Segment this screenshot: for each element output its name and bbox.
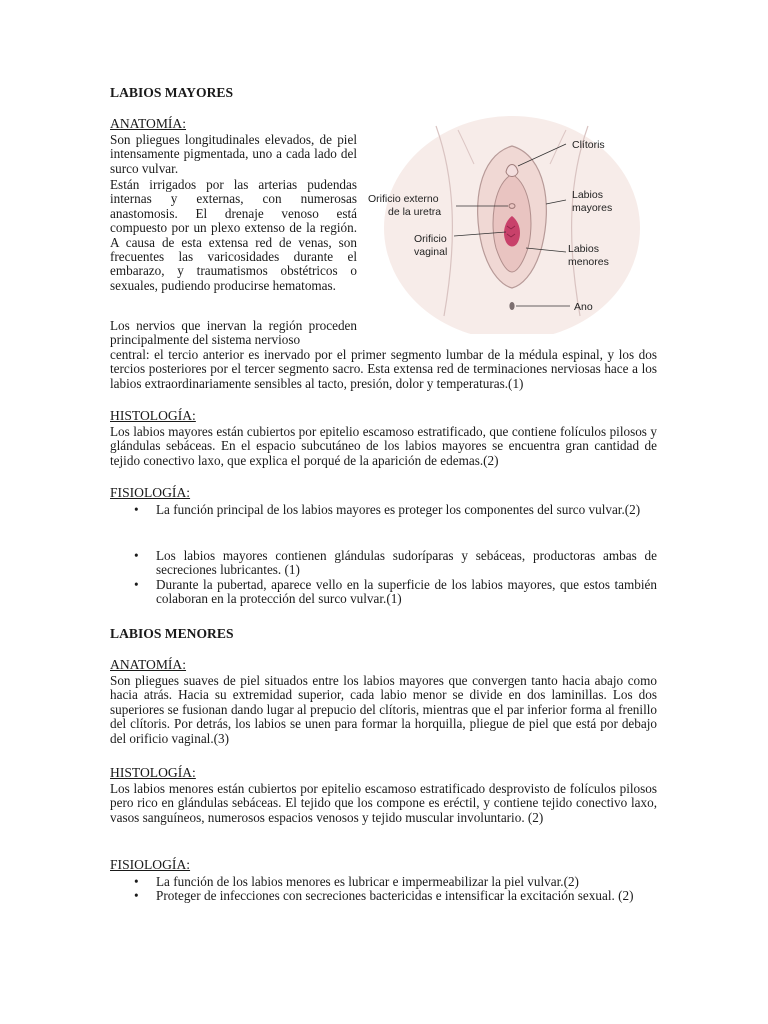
label-labios-menores-line2: menores: [568, 256, 609, 268]
paragraph-anatomia-mayores-1: Son pliegues longitudinales elevados, de piel intensamente pigmentada, uno a cada lado del surco vulvar.: [110, 132, 357, 176]
bullet-dot: •: [134, 888, 139, 904]
label-labios-mayores-line1: Labios: [572, 189, 603, 201]
list-item-text: Los labios mayores contienen glándulas sudoríparas y sebáceas, productoras ambas de secreciones lubricantes. (1): [156, 548, 657, 578]
list-item-text: Proteger de infecciones con secreciones bactericidas e intensificar la excitación sexual. (2): [156, 888, 634, 904]
heading-labios-mayores: LABIOS MAYORES: [110, 85, 234, 100]
list-item: [110, 875, 657, 889]
bullet-dot: •: [134, 502, 139, 517]
bullet-dot: •: [134, 576, 139, 592]
list-item: [110, 578, 657, 607]
list-fisiologia-mayores-2: [110, 549, 657, 607]
list-item: [110, 549, 657, 578]
paragraph-histologia-menores: Los labios menores están cubiertos por epitelio escamoso estratificado desprovisto de folículos pilosos pero rico en glándulas sebáceas. El tejido que los compone es eréctil, y contiene tejido conectivo laxo, vasos sanguíneos, numerosos espacios venosos y tejido muscular involuntario. (2): [110, 781, 657, 825]
paragraph-anatomia-menores: Son pliegues suaves de piel situados entre los labios mayores que convergen tanto hacia abajo como hacia atrás. Hacia su extremidad superior, cada labio menor se divide en dos laminillas. Los dos superiores se fusionan dando lugar al prepucio del clítoris, mientras que el par inferior forma al frenillo del clítoris. Por detrás, los labios se unen para formar la horquilla, pliegue de piel que está por debajo del orificio vaginal.(3): [110, 673, 657, 746]
bullet-dot: •: [134, 874, 139, 889]
list-item-text: Durante la pubertad, aparece vello en la superficie de los labios mayores, que estos también colaboran en la protección del surco vulvar.(1): [156, 576, 657, 607]
diagram-svg: [366, 116, 658, 334]
label-orificio-uretra-line2: de la uretra: [388, 206, 442, 218]
list-item: [110, 889, 657, 903]
subheading-histologia-mayores: HISTOLOGÍA:: [110, 408, 196, 423]
list-fisiologia-mayores: [110, 503, 657, 517]
bullet-dot: •: [134, 548, 139, 563]
label-orificio-vaginal-line1: Orificio: [414, 233, 447, 245]
heading-labios-menores: LABIOS MENORES: [110, 626, 234, 641]
label-clitoris: Clítoris: [572, 139, 605, 151]
clitoris-shape: [506, 165, 518, 177]
subheading-fisiologia-mayores: FISIOLOGÍA:: [110, 485, 191, 500]
paragraph-anatomia-mayores-3b: central: el tercio anterior es inervado por el primer segmento lumbar de la médula espinal, y los dos tercios posteriores por el tercer segmento sacro. Esta extensa red de terminaciones nerviosas hace a los labios extraordinariamente sensibles al tacto, presión, dolor y temperaturas.(1): [110, 347, 657, 391]
label-labios-mayores-line2: mayores: [572, 202, 613, 214]
subheading-fisiologia-menores: FISIOLOGÍA:: [110, 857, 191, 872]
list-item-text: La función de los labios menores es lubricar e impermeabilizar la piel vulvar.(2): [156, 874, 579, 889]
label-orificio-uretra-line1: Orificio externo: [368, 193, 439, 205]
subheading-anatomia-mayores: ANATOMÍA:: [110, 116, 187, 131]
list-item-text: La función principal de los labios mayores es proteger los componentes del surco vulvar.(2): [156, 502, 641, 517]
paragraph-histologia-mayores: Los labios mayores están cubiertos por epitelio escamoso estratificado, que contiene folículos pilosos y glándulas sebáceas. En el espacio subcutáneo de los labios mayores se encuentra gran cantidad de tejido conectivo laxo, que explica el porqué de la aparición de edemas.(2): [110, 424, 657, 468]
paragraph-anatomia-mayores-2: Están irrigados por las arterias pudendas internas y externas, con numerosas anastomosis. El drenaje venoso está compuesto por un plexo extenso de la región. A causa de esta extensa red de venas, son frecuentes las varicosidades durante el embarazo, y traumatismos obstétricos o sexuales, pudiendo producirse hematomas.: [110, 177, 357, 293]
ano-shape: [509, 302, 514, 310]
subheading-histologia-menores: HISTOLOGÍA:: [110, 765, 196, 780]
list-fisiologia-menores: [110, 875, 657, 904]
list-item: [110, 503, 657, 517]
vulva-anatomy-diagram: [366, 116, 658, 334]
subheading-anatomia-menores: ANATOMÍA:: [110, 657, 187, 672]
label-orificio-vaginal-line2: vaginal: [414, 246, 448, 258]
paragraph-anatomia-mayores-3a: Los nervios que inervan la región proceden principalmente del sistema nervioso: [110, 318, 357, 348]
label-labios-menores-line1: Labios: [568, 243, 599, 255]
label-ano: Ano: [574, 301, 593, 313]
